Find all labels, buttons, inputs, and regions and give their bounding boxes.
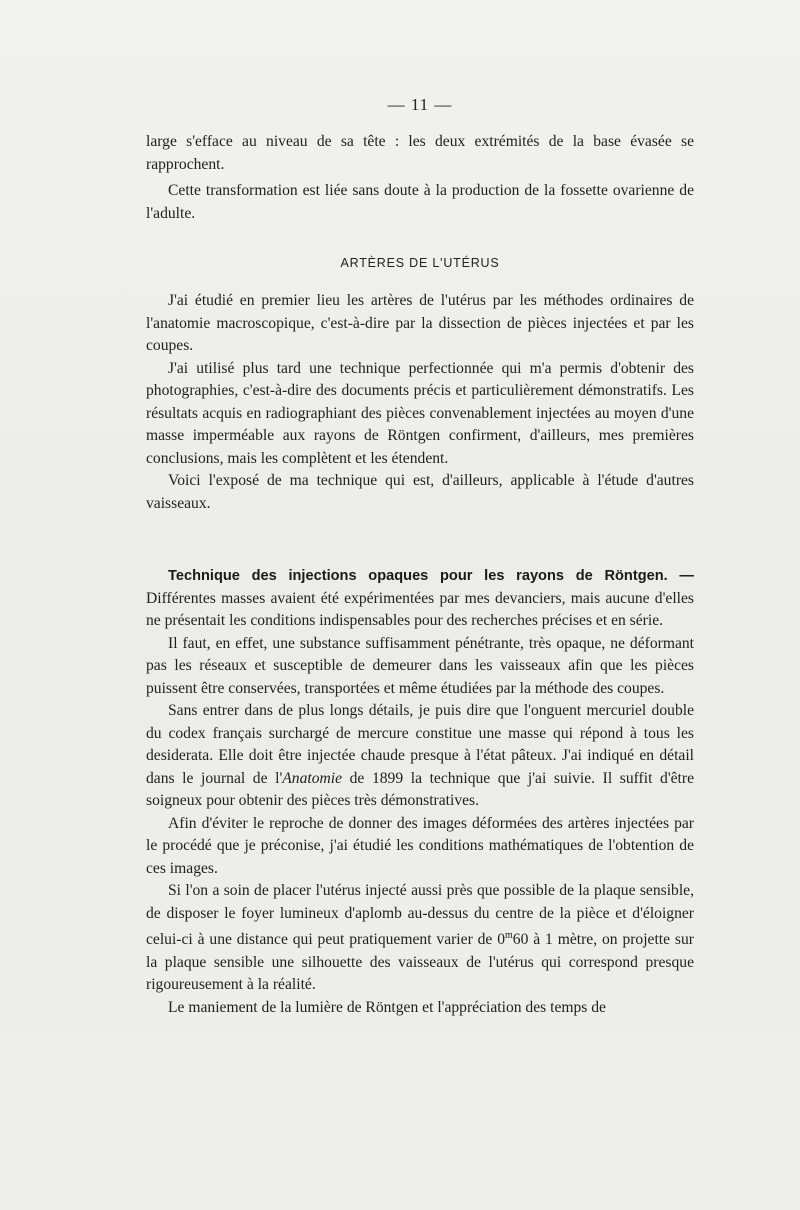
paragraph: J'ai étudié en premier lieu les artères de l'utérus par les méthodes ordinaires de l'anatomie macroscopique, c'est-à-dire par la dissection de pièces injectées et par les coupes.: [146, 292, 694, 354]
page-number: — 11 —: [387, 95, 453, 114]
paragraph: [146, 880, 694, 997]
paragraph-text: Sans entrer dans de plus longs détails, je puis dire que l'onguent mercuriel double du codex français surchargé de mercure constitue une masse qui répond à tous les desiderata. Elle doit être injectée chaude presque à l'état pâteux. J'ai indiqué en détail dans le journal de l': [146, 702, 694, 787]
paragraph: Le maniement de la lumière de Röntgen et l'appréciation des temps de: [168, 998, 606, 1016]
section-heading: ARTÈRES DE L'UTÉRUS: [340, 256, 500, 270]
continuation-text: [146, 131, 694, 225]
paragraph: large s'efface au niveau de sa tête : les deux extrémités de la base évasée se rapprochent.: [146, 133, 694, 173]
paragraph: Afin d'éviter le reproche de donner des images déformées des artères injectées par le procédé que je préconise, j'ai étudié les conditions mathématiques de l'obtention de ces images.: [146, 814, 694, 877]
paragraph: Cette transformation est liée sans doute à la production de la fossette ovarienne de l'adulte.: [146, 182, 694, 222]
paragraph: Il faut, en effet, une substance suffisamment pénétrante, très opaque, ne déformant pas les réseaux et susceptible de demeurer dans les vaisseaux afin que les pièces puissent être conservées, transportées et même étudiées par la méthode des coupes.: [146, 634, 694, 697]
paragraph-text: 60 à 1 mètre, on projette sur la plaque sensible une silhouette des vaisseaux de l'utérus qui correspond presque rigoureusement à la réalité.: [146, 931, 694, 994]
unit-superscript: m: [505, 930, 513, 941]
journal-title: Anatomie: [282, 769, 343, 787]
paragraph: Voici l'exposé de ma technique qui est, d'ailleurs, applicable à l'étude d'autres vaisseaux.: [146, 472, 694, 512]
section-arteres-text: [146, 290, 694, 515]
paragraph: [146, 565, 694, 633]
paragraph: [146, 700, 694, 813]
section-technique-text: [146, 565, 694, 1019]
paragraph-text: Si l'on a soin de placer l'utérus injecté aussi près que possible de la plaque sensible, de disposer le foyer lumineux d'aplomb au-dessus du centre de la pièce et d'éloigner celui-ci à une distance qui peut pratiquement varier de 0: [146, 882, 694, 949]
paragraph: J'ai utilisé plus tard une technique perfectionnée qui m'a permis d'obtenir des photographies, c'est-à-dire des documents précis et particulièrement démonstratifs. Les résultats acquis en radiographiant des pièces convenablement injectées au moyen d'une masse imperméable aux rayons de Röntgen confirment, d'ailleurs, mes premières conclusions, mais les complètent et les étendent.: [146, 359, 694, 467]
paragraph-text: de 1899 la technique que j'ai suivie. Il suffit d'être soigneux pour obtenir des pièces très démonstratives.: [146, 769, 694, 809]
subsection-lead: Technique des injections opaques pour les rayons de Röntgen. —: [168, 568, 694, 584]
paragraph-text: Différentes masses avaient été expérimentées par mes devanciers, mais aucune d'elles ne présentait les conditions indispensables pour des recherches précises et en série.: [146, 589, 694, 629]
